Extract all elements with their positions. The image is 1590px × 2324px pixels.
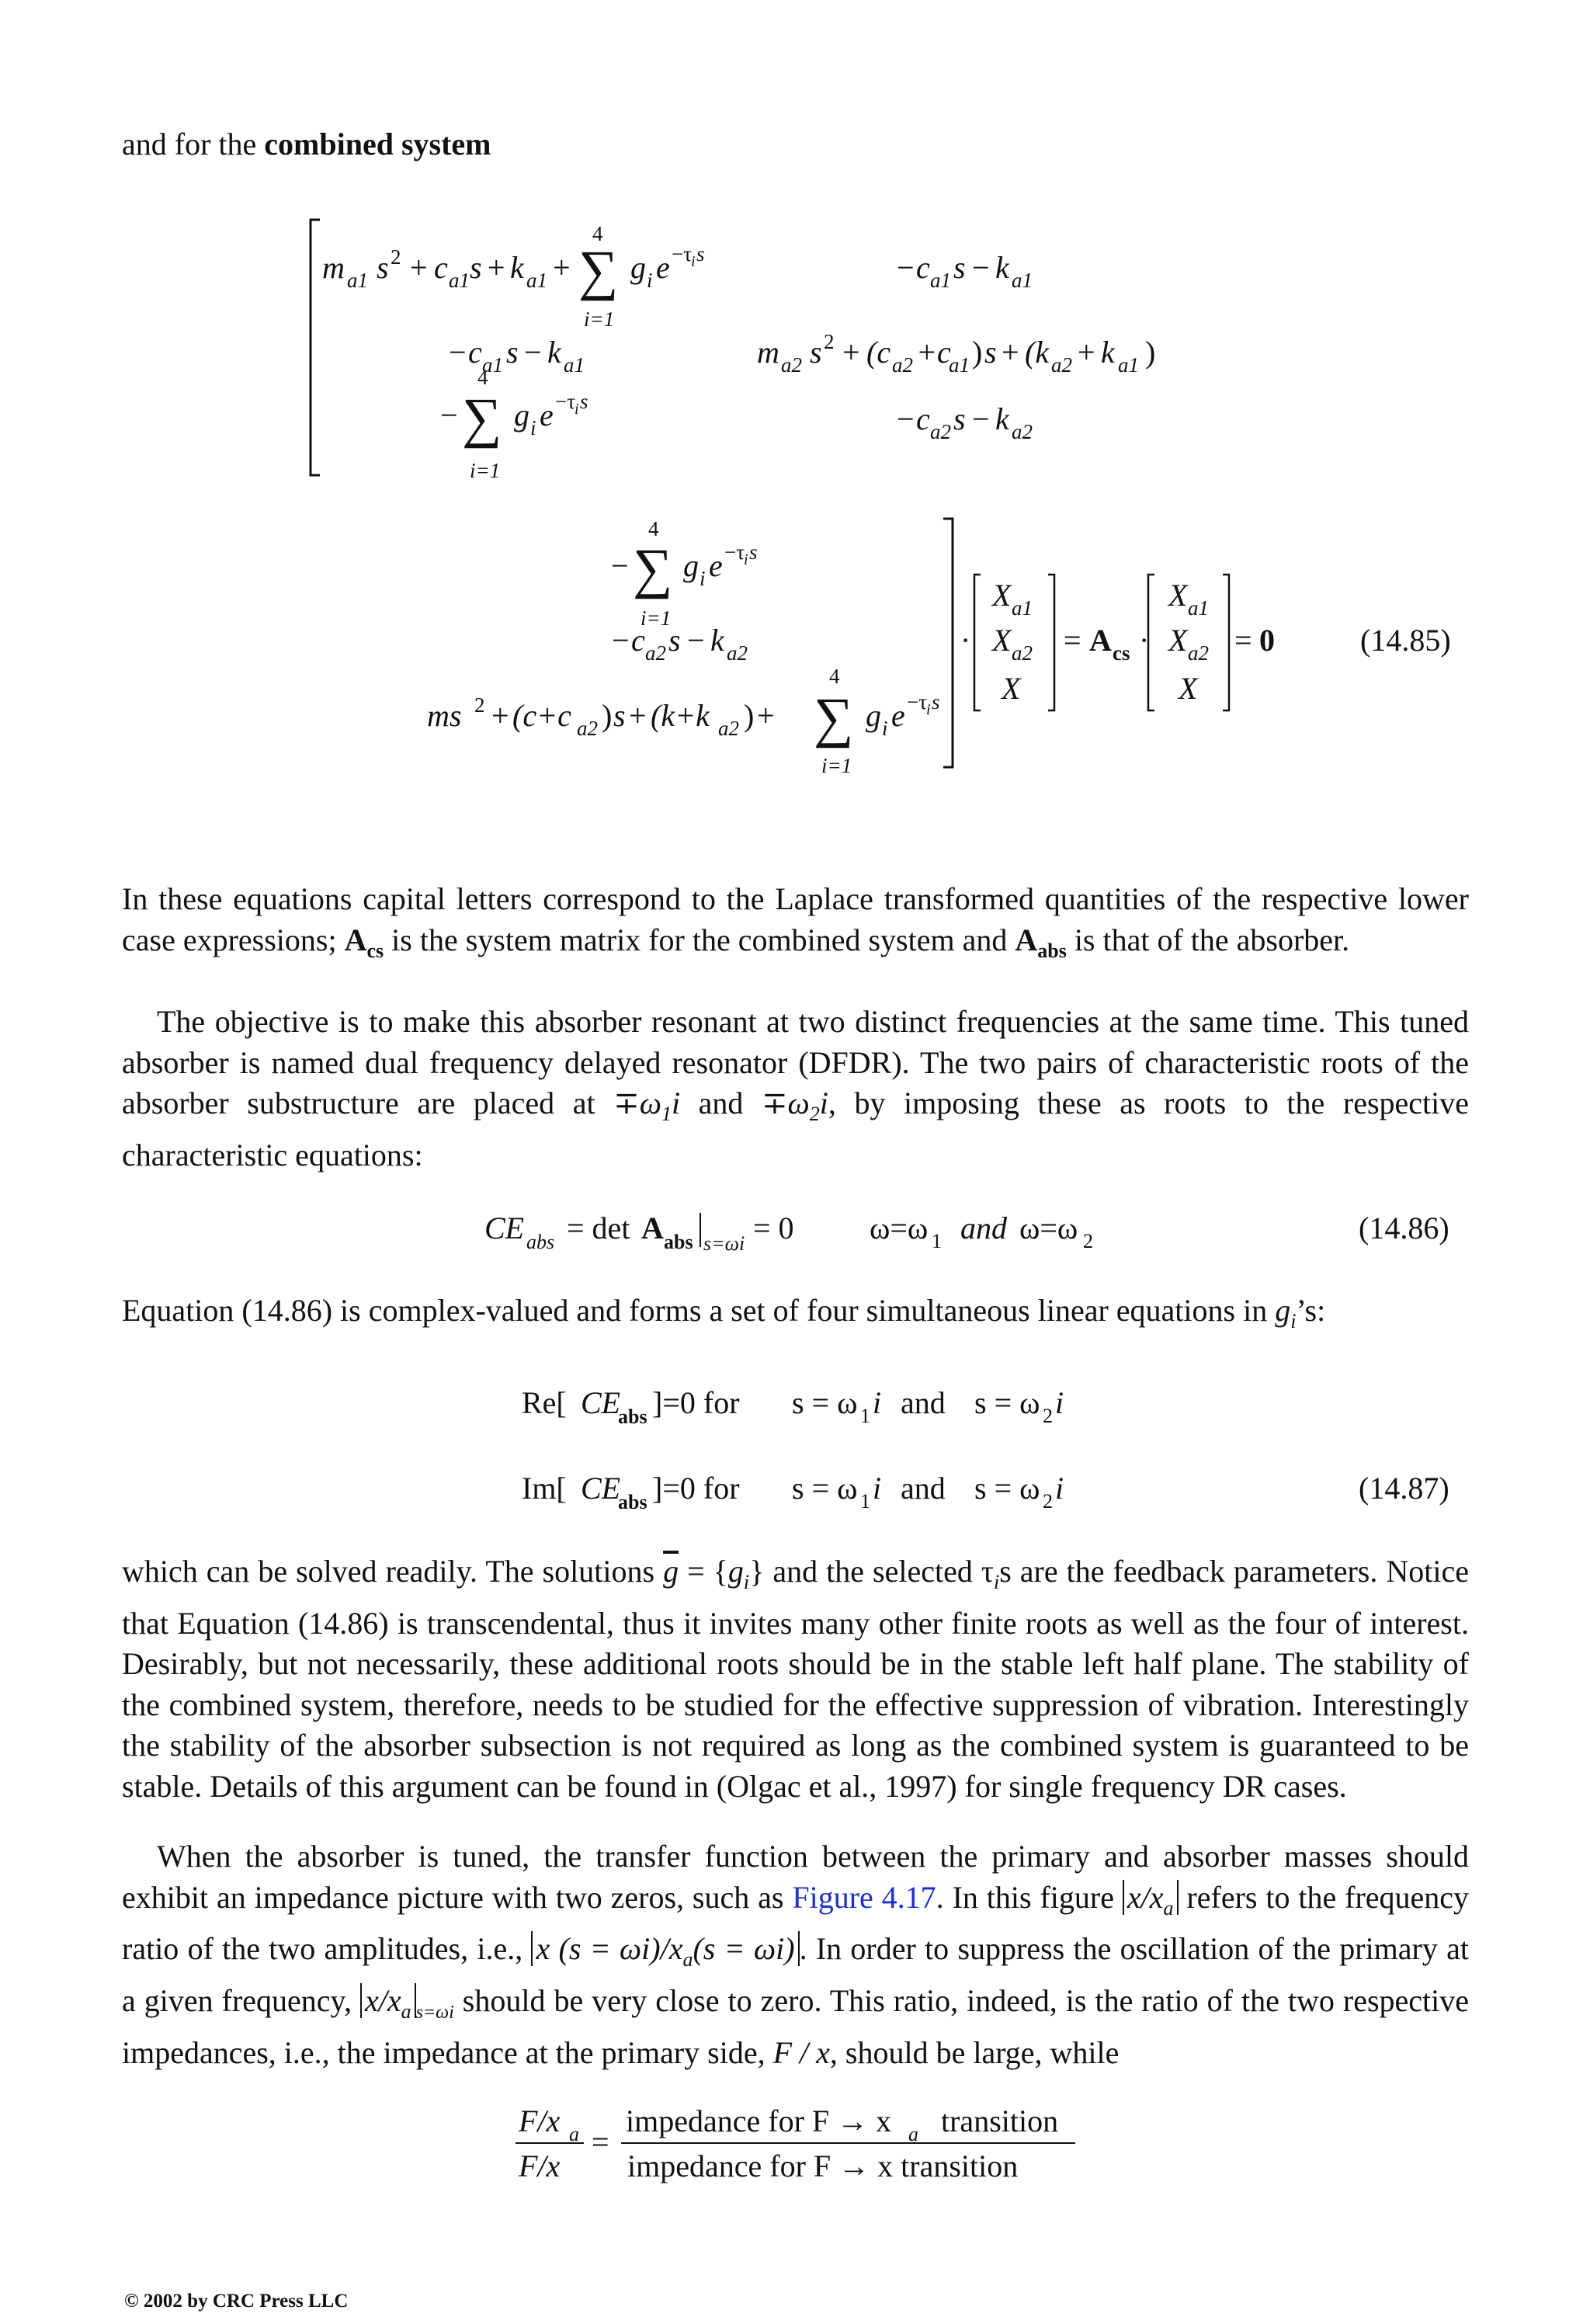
svg-text:(14.86): (14.86) xyxy=(1359,1211,1449,1245)
svg-text:i: i xyxy=(873,1385,882,1420)
vector-x-2 xyxy=(1148,575,1229,710)
svg-text:s: s xyxy=(953,250,966,285)
svg-text:−: − xyxy=(687,623,705,658)
svg-text:(c+c: (c+c xyxy=(512,698,571,733)
svg-text:−: − xyxy=(524,335,542,370)
svg-text:2: 2 xyxy=(1043,1490,1053,1513)
svg-text:s: s xyxy=(668,623,681,658)
svg-text:X: X xyxy=(992,578,1012,613)
equals-sign-2: = xyxy=(1234,623,1252,658)
svg-text:−: − xyxy=(897,250,915,285)
equation-14-85 xyxy=(0,0,1590,823)
svg-text:g: g xyxy=(866,698,881,733)
svg-text:−: − xyxy=(612,623,630,658)
svg-text:∑: ∑ xyxy=(462,387,502,449)
svg-text:g: g xyxy=(630,250,646,285)
svg-text:a2: a2 xyxy=(645,641,666,665)
matrix-left-bracket xyxy=(311,220,320,475)
matrix-right-bracket xyxy=(943,519,953,767)
svg-text:s: s xyxy=(470,250,482,285)
system-matrix-A: A xyxy=(1089,623,1112,658)
svg-text:a2: a2 xyxy=(1051,353,1072,377)
svg-text:e: e xyxy=(709,548,723,583)
figure-4-17-link[interactable]: Figure 4.17 xyxy=(792,1879,936,1915)
svg-text:4: 4 xyxy=(592,222,603,245)
svg-text:e: e xyxy=(891,698,905,733)
svg-text:a1: a1 xyxy=(930,269,951,292)
dot-operator-2: · xyxy=(1139,623,1150,658)
svg-text:2: 2 xyxy=(474,693,485,717)
svg-text:2: 2 xyxy=(1043,1405,1053,1427)
svg-text:i=1: i=1 xyxy=(470,459,501,482)
svg-text:s = ω: s = ω xyxy=(974,1385,1040,1420)
vector-x-1 xyxy=(974,575,1054,710)
svg-text:a: a xyxy=(908,2123,918,2145)
svg-text:): ) xyxy=(1145,335,1156,370)
svg-text:s = ω: s = ω xyxy=(792,1471,858,1506)
svg-text:e: e xyxy=(656,250,670,285)
matrix-col3-row1 xyxy=(611,517,758,630)
svg-text:2: 2 xyxy=(824,330,835,353)
svg-text:CE: CE xyxy=(581,1385,621,1420)
zero-vector: 0 xyxy=(1259,623,1275,658)
svg-text:+: + xyxy=(1002,335,1019,370)
svg-text:s=ωi: s=ωi xyxy=(703,1232,745,1255)
paragraph-4: which can be solved readily. The solutions $\overline{g} = \{g_i\}$ and the selected $\tau_is$ are the feedback parameters. Notice that Equation (14.86) is transcendental, thus it invites many other finite roots as well as the four of interest. Desirably, but not necessarily, these additional roots should be in the stable left half plane. The stability of the combined system, therefore, needs to be studied for the effective suppression of vibration. Interestingly the stability of the absorber subsection is not required as long as the combined system is guaranteed to be stable. Details of this argument can be found in (Olgac et al., 1997) for single frequency DR cases. xyxy=(122,1554,1470,1804)
svg-text:s: s xyxy=(613,698,626,733)
svg-text:k: k xyxy=(1101,335,1115,370)
svg-text:A: A xyxy=(641,1211,664,1245)
svg-text:c: c xyxy=(434,250,448,285)
svg-text:= 0: = 0 xyxy=(753,1211,794,1245)
equation-number-14-85: (14.85) xyxy=(1360,623,1451,658)
svg-text:c: c xyxy=(468,335,482,370)
svg-text:s: s xyxy=(810,335,822,370)
svg-text:and: and xyxy=(901,1471,946,1506)
svg-text:): ) xyxy=(744,698,755,733)
svg-text:c: c xyxy=(631,623,645,658)
matrix-row3-col1 xyxy=(440,366,588,482)
svg-text:i=1: i=1 xyxy=(641,606,672,630)
svg-text:c: c xyxy=(916,250,930,285)
lead-prefix: and for the xyxy=(122,127,257,162)
svg-text:a1: a1 xyxy=(1188,596,1209,620)
svg-text:impedance for F → x transitio: impedance for F → x transition xyxy=(627,2149,1019,2183)
svg-text:X: X xyxy=(1168,623,1188,658)
svg-text:a1: a1 xyxy=(347,269,368,292)
svg-text:s = ω: s = ω xyxy=(974,1471,1040,1506)
svg-text:X: X xyxy=(992,623,1012,658)
svg-text:+: + xyxy=(488,250,505,285)
svg-text:a1: a1 xyxy=(526,269,547,292)
svg-text:+c: +c xyxy=(916,335,951,370)
system-matrix-sub: cs xyxy=(1113,641,1130,665)
svg-text:−: − xyxy=(897,401,915,436)
svg-text:a1: a1 xyxy=(1118,353,1139,377)
matrix-col3-row2 xyxy=(612,623,748,665)
matrix-row2-col2 xyxy=(757,330,1155,377)
copyright-footer: © 2002 by CRC Press LLC xyxy=(124,2291,349,2312)
svg-text:k: k xyxy=(547,335,561,370)
svg-text:ms: ms xyxy=(427,698,462,733)
svg-text:∑: ∑ xyxy=(578,239,619,301)
svg-text:i: i xyxy=(873,1471,882,1506)
equation-14-87 xyxy=(0,1370,1590,1526)
svg-text:k: k xyxy=(995,401,1009,436)
svg-text:Re[: Re[ xyxy=(522,1385,567,1420)
svg-text:): ) xyxy=(602,698,613,733)
svg-text:c: c xyxy=(916,401,930,436)
svg-text:abs: abs xyxy=(526,1231,555,1253)
svg-text:(k: (k xyxy=(1025,335,1050,370)
svg-text:i: i xyxy=(530,416,536,439)
matrix-row1-col1 xyxy=(322,222,705,331)
svg-text:2: 2 xyxy=(1083,1230,1093,1252)
matrix-col3-row3 xyxy=(427,665,940,777)
svg-text:m: m xyxy=(757,335,779,370)
svg-text:a2: a2 xyxy=(892,353,913,377)
svg-text:−: − xyxy=(611,548,629,583)
svg-text:+: + xyxy=(410,250,428,285)
matrix-row3-col2 xyxy=(897,401,1033,443)
equals-sign: = xyxy=(1064,623,1081,658)
paragraph-5: When the absorber is tuned, the transfer function between the primary and absorber masses should exhibit an impedance picture with two zeros, such as Figure 4.17. In this figure $x/x_a$ refers to the frequency ratio of the two amplitudes, i.e., x $(s = \omega i)/x_a(s = \omega i)$ . In order to suppress the oscillation of the primary at a given frequency, $x/x_a$ $_{s=\omega i}$ should be very close to zero. This ratio, indeed, is the ratio of the two respective impedances, i.e., the impedance at the primary side, F / x, should be large, while xyxy=(122,1839,1470,2070)
svg-text:g: g xyxy=(683,548,699,583)
svg-text:+: + xyxy=(842,335,860,370)
svg-text:abs: abs xyxy=(664,1231,693,1253)
svg-text:s: s xyxy=(696,242,705,266)
svg-text:CE: CE xyxy=(581,1471,621,1506)
svg-text:i: i xyxy=(926,701,931,718)
svg-text:e: e xyxy=(540,398,554,432)
svg-text:+: + xyxy=(553,250,571,285)
svg-text:(14.87): (14.87) xyxy=(1359,1471,1449,1506)
matrix-row2-col1 xyxy=(449,335,585,377)
svg-text:i: i xyxy=(1055,1471,1064,1506)
svg-text:k: k xyxy=(995,250,1009,285)
svg-text:2: 2 xyxy=(391,245,401,269)
svg-text:−τ: −τ xyxy=(555,390,576,413)
svg-text:4: 4 xyxy=(648,517,659,540)
svg-text:i: i xyxy=(691,253,696,270)
svg-text:a1: a1 xyxy=(1012,596,1033,620)
svg-text:a1: a1 xyxy=(482,353,503,377)
svg-text:−: − xyxy=(972,401,990,436)
svg-text:1: 1 xyxy=(932,1230,942,1252)
svg-text:and: and xyxy=(960,1211,1007,1245)
paragraph-1: In these equations capital letters correspond to the Laplace transformed quantities of the respective lower case expressions; $A_{cs}$ is the system matrix for the combined system and $A_{abs}$ is that of the absorber. xyxy=(122,881,1469,962)
dot-operator: · xyxy=(960,623,971,658)
svg-text:s: s xyxy=(953,401,966,436)
svg-text:a1: a1 xyxy=(1012,269,1033,292)
svg-text:a2: a2 xyxy=(1012,641,1033,665)
svg-text:i: i xyxy=(1055,1385,1064,1420)
svg-text:a1: a1 xyxy=(564,353,585,377)
svg-text:∑: ∑ xyxy=(814,686,854,749)
svg-text:a2: a2 xyxy=(1188,641,1209,665)
svg-text:): ) xyxy=(972,335,983,370)
svg-text:s: s xyxy=(506,335,519,370)
svg-text:i: i xyxy=(647,269,653,292)
svg-text:= det: = det xyxy=(567,1211,630,1245)
svg-text:4: 4 xyxy=(829,665,840,688)
svg-text:s: s xyxy=(749,540,758,564)
svg-text:+: + xyxy=(1078,335,1095,370)
svg-text:s: s xyxy=(984,335,997,370)
svg-text:a2: a2 xyxy=(1012,420,1033,443)
svg-text:m: m xyxy=(322,250,345,285)
svg-text:(k+k: (k+k xyxy=(651,698,710,733)
svg-text:X: X xyxy=(1002,671,1021,706)
svg-text:a1: a1 xyxy=(949,353,970,377)
svg-text:impedance for F → x: impedance for F → x xyxy=(626,2103,892,2138)
svg-text:and: and xyxy=(901,1385,946,1420)
svg-text:]=0 for: ]=0 for xyxy=(652,1385,740,1420)
svg-text:X: X xyxy=(1168,578,1188,613)
svg-text:a2: a2 xyxy=(930,420,951,443)
svg-text:ω=ω: ω=ω xyxy=(870,1211,929,1245)
svg-text:s: s xyxy=(377,250,389,285)
svg-text:=: = xyxy=(592,2124,609,2159)
svg-text:i: i xyxy=(700,567,706,590)
equation-14-86 xyxy=(0,1196,1590,1266)
svg-text:(c: (c xyxy=(866,335,891,370)
svg-text:i=1: i=1 xyxy=(821,754,852,777)
svg-text:−τ: −τ xyxy=(672,242,693,266)
paragraph-3: Equation (14.86) is complex-valued and forms a set of four simultaneous linear equations in $g_i’s$: xyxy=(122,1293,1326,1332)
svg-text:−: − xyxy=(440,398,458,432)
svg-text:k: k xyxy=(710,623,724,658)
svg-text:s: s xyxy=(580,390,588,413)
svg-text:F/x: F/x xyxy=(519,2103,561,2138)
svg-text:a2: a2 xyxy=(727,641,748,665)
svg-text:a1: a1 xyxy=(449,269,470,292)
svg-text:F/x: F/x xyxy=(519,2149,561,2183)
equation-impedance-ratio xyxy=(0,2096,1590,2190)
svg-text:k: k xyxy=(510,250,524,285)
svg-text:abs: abs xyxy=(618,1491,647,1513)
svg-text:i: i xyxy=(744,551,748,568)
svg-text:4: 4 xyxy=(477,366,488,389)
svg-text:1: 1 xyxy=(860,1405,870,1427)
svg-text:i: i xyxy=(575,401,579,418)
svg-text:a2: a2 xyxy=(718,717,739,740)
svg-text:s: s xyxy=(932,690,940,714)
svg-text:∑: ∑ xyxy=(633,537,673,599)
svg-text:−τ: −τ xyxy=(907,690,928,714)
svg-text:a2: a2 xyxy=(781,353,802,377)
svg-text:−: − xyxy=(972,250,990,285)
svg-text:−: − xyxy=(449,335,467,370)
paragraph-2: The objective is to make this absorber resonant at two distinct frequencies at the same time. This tuned absorber is named dual frequency delayed resonator (DFDR). The two pairs of characteristic roots of the absorber substructure are placed at $\mp\omega_1i$ and $\mp\omega_2i$, by imposing these as roots to the respective characteristic equations: xyxy=(122,1004,1469,1172)
svg-text:i=1: i=1 xyxy=(584,307,615,331)
svg-text:+: + xyxy=(491,698,509,733)
svg-text:a2: a2 xyxy=(577,717,598,740)
svg-text:+: + xyxy=(757,698,775,733)
svg-text:−τ: −τ xyxy=(724,540,745,564)
svg-text:CE: CE xyxy=(484,1211,525,1245)
svg-text:g: g xyxy=(514,398,529,432)
svg-text:Im[: Im[ xyxy=(522,1471,567,1506)
lead-bold: combined system xyxy=(264,127,491,162)
svg-text:a: a xyxy=(569,2123,579,2145)
svg-text:+: + xyxy=(629,698,647,733)
svg-text:X: X xyxy=(1179,671,1198,706)
matrix-row1-col2 xyxy=(897,250,1033,292)
svg-text:s = ω: s = ω xyxy=(792,1385,858,1420)
svg-text:ω=ω: ω=ω xyxy=(1019,1211,1078,1245)
svg-text:abs: abs xyxy=(618,1405,647,1428)
svg-text:i: i xyxy=(882,717,888,740)
svg-text:]=0 for: ]=0 for xyxy=(652,1471,740,1506)
svg-text:1: 1 xyxy=(860,1490,870,1513)
svg-text:transition: transition xyxy=(941,2103,1059,2138)
